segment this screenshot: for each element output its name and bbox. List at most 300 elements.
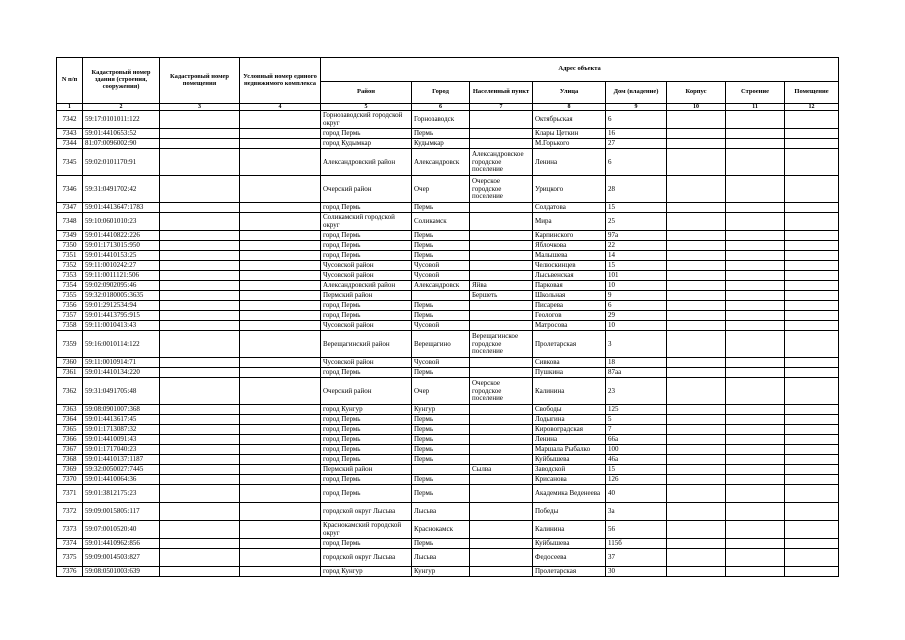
column-number: 8 bbox=[533, 104, 606, 111]
city-cell: Пермь bbox=[412, 368, 470, 378]
building-cadastral-cell: 59:32:0180005:3635 bbox=[83, 291, 160, 301]
settlement-cell bbox=[470, 203, 533, 213]
table-row bbox=[57, 311, 839, 321]
settlement-cell: Очерское городское поселение bbox=[470, 378, 533, 405]
house-cell: 23 bbox=[606, 378, 667, 405]
building-cell bbox=[667, 425, 726, 435]
city-cell bbox=[412, 465, 470, 475]
city-cell: Пермь bbox=[412, 241, 470, 251]
settlement-cell bbox=[470, 358, 533, 368]
street-cell: Октябрьская bbox=[533, 111, 606, 129]
room-cadastral-cell bbox=[160, 358, 240, 368]
district-cell: Краснокамский городской округ bbox=[321, 521, 412, 539]
street-cell: Пролетарская bbox=[533, 331, 606, 358]
table-body bbox=[57, 111, 839, 577]
room-cell bbox=[785, 405, 839, 415]
house-cell: 126 bbox=[606, 475, 667, 485]
room-cell bbox=[785, 149, 839, 176]
building-cadastral-cell: 59:31:0491702:42 bbox=[83, 176, 160, 203]
complex-number-cell bbox=[240, 271, 321, 281]
table-row bbox=[57, 111, 839, 129]
city-cell: Пермь bbox=[412, 435, 470, 445]
building-cadastral-cell: 81:07:0096002:90 bbox=[83, 139, 160, 149]
street-cell: Лысьвенская bbox=[533, 271, 606, 281]
district-cell: Чусовской район bbox=[321, 358, 412, 368]
room-cadastral-cell bbox=[160, 549, 240, 567]
street-cell: М.Горького bbox=[533, 139, 606, 149]
column-number: 6 bbox=[412, 104, 470, 111]
room-cadastral-cell bbox=[160, 203, 240, 213]
table-row bbox=[57, 241, 839, 251]
building-cell bbox=[667, 203, 726, 213]
room-cadastral-cell bbox=[160, 213, 240, 231]
district-cell: Александровский район bbox=[321, 149, 412, 176]
complex-number-cell bbox=[240, 213, 321, 231]
city-cell: Лысьва bbox=[412, 503, 470, 521]
room-cell bbox=[785, 415, 839, 425]
column-number: 4 bbox=[240, 104, 321, 111]
house-cell: 125 bbox=[606, 405, 667, 415]
building-cadastral-cell: 59:01:1713015:950 bbox=[83, 241, 160, 251]
building-cell bbox=[667, 129, 726, 139]
building-cell bbox=[667, 176, 726, 203]
street-cell: Парковая bbox=[533, 281, 606, 291]
district-cell: Чусовской район bbox=[321, 321, 412, 331]
building-cell bbox=[667, 321, 726, 331]
street-cell: Кировоградская bbox=[533, 425, 606, 435]
column-number: 2 bbox=[83, 104, 160, 111]
room-cell bbox=[785, 521, 839, 539]
building-cell bbox=[667, 358, 726, 368]
building-cell bbox=[667, 251, 726, 261]
building-cadastral-cell: 59:01:4410153:25 bbox=[83, 251, 160, 261]
city-cell: Пермь bbox=[412, 251, 470, 261]
row-num: 7376 bbox=[57, 567, 83, 577]
row-num: 7361 bbox=[57, 368, 83, 378]
table-row bbox=[57, 139, 839, 149]
district-cell: город Пермь bbox=[321, 251, 412, 261]
building-cell bbox=[667, 149, 726, 176]
street-cell: Заводской bbox=[533, 465, 606, 475]
table-row bbox=[57, 368, 839, 378]
settlement-cell bbox=[470, 241, 533, 251]
house-cell: 40 bbox=[606, 485, 667, 503]
building-cell bbox=[667, 405, 726, 415]
building-cadastral-cell: 59:01:3812175:23 bbox=[83, 485, 160, 503]
room-cell bbox=[785, 435, 839, 445]
building-cell bbox=[667, 475, 726, 485]
room-cadastral-cell bbox=[160, 521, 240, 539]
street-cell: Урицкого bbox=[533, 176, 606, 203]
settlement-cell bbox=[470, 455, 533, 465]
room-cadastral-cell bbox=[160, 149, 240, 176]
house-cell: 30 bbox=[606, 567, 667, 577]
building-cell bbox=[667, 503, 726, 521]
room-cadastral-cell bbox=[160, 231, 240, 241]
room-cell bbox=[785, 368, 839, 378]
complex-number-cell bbox=[240, 368, 321, 378]
city-cell: Верещагино bbox=[412, 331, 470, 358]
row-num: 7368 bbox=[57, 455, 83, 465]
structure-cell bbox=[726, 567, 785, 577]
structure-cell bbox=[726, 405, 785, 415]
settlement-cell: Верещагинское городское поселение bbox=[470, 331, 533, 358]
district-cell: Верещагинский район bbox=[321, 331, 412, 358]
room-cadastral-cell bbox=[160, 539, 240, 549]
table-row bbox=[57, 549, 839, 567]
structure-cell bbox=[726, 549, 785, 567]
house-cell: 10 bbox=[606, 281, 667, 291]
building-cadastral-cell: 59:01:1713087:32 bbox=[83, 425, 160, 435]
row-num: 7346 bbox=[57, 176, 83, 203]
table-row bbox=[57, 261, 839, 271]
table-row bbox=[57, 301, 839, 311]
settlement-cell bbox=[470, 368, 533, 378]
district-cell: город Пермь bbox=[321, 301, 412, 311]
district-cell: город Пермь bbox=[321, 231, 412, 241]
header-building: Корпус bbox=[667, 82, 726, 104]
district-cell: город Кунгур bbox=[321, 567, 412, 577]
city-cell: Очер bbox=[412, 378, 470, 405]
structure-cell bbox=[726, 331, 785, 358]
row-num: 7372 bbox=[57, 503, 83, 521]
room-cell bbox=[785, 251, 839, 261]
building-cell bbox=[667, 455, 726, 465]
complex-number-cell bbox=[240, 149, 321, 176]
header-room: Помещение bbox=[785, 82, 839, 104]
table-row bbox=[57, 475, 839, 485]
building-cadastral-cell: 59:16:0010114:122 bbox=[83, 331, 160, 358]
complex-number-cell bbox=[240, 241, 321, 251]
complex-number-cell bbox=[240, 321, 321, 331]
room-cell bbox=[785, 358, 839, 368]
house-cell: 46а bbox=[606, 455, 667, 465]
building-cell bbox=[667, 567, 726, 577]
building-cell bbox=[667, 549, 726, 567]
street-cell: Свободы bbox=[533, 405, 606, 415]
room-cadastral-cell bbox=[160, 445, 240, 455]
structure-cell bbox=[726, 455, 785, 465]
structure-cell bbox=[726, 281, 785, 291]
district-cell: Чусовской район bbox=[321, 271, 412, 281]
house-cell: 15 bbox=[606, 261, 667, 271]
house-cell: 100 bbox=[606, 445, 667, 455]
settlement-cell bbox=[470, 311, 533, 321]
building-cadastral-cell: 59:01:4410091:43 bbox=[83, 435, 160, 445]
table-row bbox=[57, 465, 839, 475]
room-cell bbox=[785, 485, 839, 503]
table-row bbox=[57, 203, 839, 213]
settlement-cell: Бершеть bbox=[470, 291, 533, 301]
row-num: 7356 bbox=[57, 301, 83, 311]
building-cell bbox=[667, 311, 726, 321]
table-row bbox=[57, 176, 839, 203]
house-cell: 37 bbox=[606, 549, 667, 567]
house-cell: 101 bbox=[606, 271, 667, 281]
row-num: 7342 bbox=[57, 111, 83, 129]
structure-cell bbox=[726, 378, 785, 405]
house-cell: 15 bbox=[606, 465, 667, 475]
room-cadastral-cell bbox=[160, 455, 240, 465]
table-row bbox=[57, 415, 839, 425]
settlement-cell bbox=[470, 139, 533, 149]
building-cadastral-cell: 59:02:0101170:91 bbox=[83, 149, 160, 176]
settlement-cell bbox=[470, 271, 533, 281]
district-cell: городской округ Лысьва bbox=[321, 503, 412, 521]
column-number: 11 bbox=[726, 104, 785, 111]
room-cell bbox=[785, 549, 839, 567]
street-cell: Крисанова bbox=[533, 475, 606, 485]
room-cell bbox=[785, 176, 839, 203]
room-cell bbox=[785, 241, 839, 251]
settlement-cell bbox=[470, 485, 533, 503]
structure-cell bbox=[726, 139, 785, 149]
house-cell: 7 bbox=[606, 425, 667, 435]
structure-cell bbox=[726, 415, 785, 425]
city-cell: Пермь bbox=[412, 539, 470, 549]
structure-cell bbox=[726, 271, 785, 281]
room-cadastral-cell bbox=[160, 129, 240, 139]
complex-number-cell bbox=[240, 405, 321, 415]
street-cell: Карпинского bbox=[533, 231, 606, 241]
header-building-cadastral: Кадастровый номер здания (строения, сооружения) bbox=[83, 58, 160, 104]
city-cell: Краснокамск bbox=[412, 521, 470, 539]
room-cell bbox=[785, 203, 839, 213]
row-num: 7370 bbox=[57, 475, 83, 485]
room-cadastral-cell bbox=[160, 291, 240, 301]
row-num: 7352 bbox=[57, 261, 83, 271]
complex-number-cell bbox=[240, 539, 321, 549]
table-row bbox=[57, 358, 839, 368]
house-cell: 97а bbox=[606, 231, 667, 241]
building-cadastral-cell: 59:01:4410137:1187 bbox=[83, 455, 160, 465]
structure-cell bbox=[726, 425, 785, 435]
street-cell: Школьная bbox=[533, 291, 606, 301]
room-cadastral-cell bbox=[160, 311, 240, 321]
house-cell: 6 bbox=[606, 111, 667, 129]
room-cadastral-cell bbox=[160, 503, 240, 521]
row-num: 7350 bbox=[57, 241, 83, 251]
complex-number-cell bbox=[240, 203, 321, 213]
district-cell: город Пермь bbox=[321, 475, 412, 485]
settlement-cell bbox=[470, 231, 533, 241]
building-cell bbox=[667, 485, 726, 503]
structure-cell bbox=[726, 111, 785, 129]
row-num: 7362 bbox=[57, 378, 83, 405]
room-cadastral-cell bbox=[160, 405, 240, 415]
house-cell: 6 bbox=[606, 301, 667, 311]
district-cell: город Пермь bbox=[321, 129, 412, 139]
building-cell bbox=[667, 111, 726, 129]
settlement-cell bbox=[470, 415, 533, 425]
header-num: N п/п bbox=[57, 58, 83, 104]
room-cell bbox=[785, 465, 839, 475]
room-cadastral-cell bbox=[160, 368, 240, 378]
column-number-row bbox=[57, 104, 839, 111]
room-cadastral-cell bbox=[160, 425, 240, 435]
structure-cell bbox=[726, 539, 785, 549]
district-cell: город Пермь bbox=[321, 445, 412, 455]
complex-number-cell bbox=[240, 311, 321, 321]
structure-cell bbox=[726, 176, 785, 203]
building-cadastral-cell: 59:08:0501003:639 bbox=[83, 567, 160, 577]
table-row bbox=[57, 231, 839, 241]
row-num: 7349 bbox=[57, 231, 83, 241]
city-cell: Лысьва bbox=[412, 549, 470, 567]
table-row bbox=[57, 503, 839, 521]
building-cell bbox=[667, 415, 726, 425]
row-num: 7363 bbox=[57, 405, 83, 415]
district-cell: город Пермь bbox=[321, 368, 412, 378]
table-row bbox=[57, 455, 839, 465]
room-cell bbox=[785, 291, 839, 301]
house-cell: 15 bbox=[606, 203, 667, 213]
complex-number-cell bbox=[240, 111, 321, 129]
settlement-cell bbox=[470, 549, 533, 567]
street-cell: Лодыгина bbox=[533, 415, 606, 425]
column-number: 9 bbox=[606, 104, 667, 111]
settlement-cell: Яйва bbox=[470, 281, 533, 291]
city-cell: Пермь bbox=[412, 445, 470, 455]
building-cell bbox=[667, 301, 726, 311]
building-cell bbox=[667, 271, 726, 281]
room-cell bbox=[785, 129, 839, 139]
settlement-cell bbox=[470, 475, 533, 485]
street-cell: Писарева bbox=[533, 301, 606, 311]
table-row bbox=[57, 425, 839, 435]
table-row bbox=[57, 129, 839, 139]
city-cell: Чусовой bbox=[412, 271, 470, 281]
street-cell: Куйбышева bbox=[533, 455, 606, 465]
table-row bbox=[57, 321, 839, 331]
house-cell: 115б bbox=[606, 539, 667, 549]
city-cell: Пермь bbox=[412, 455, 470, 465]
district-cell: город Пермь bbox=[321, 415, 412, 425]
complex-number-cell bbox=[240, 567, 321, 577]
district-cell: город Пермь bbox=[321, 425, 412, 435]
structure-cell bbox=[726, 435, 785, 445]
district-cell: городской округ Лысьва bbox=[321, 549, 412, 567]
settlement-cell bbox=[470, 301, 533, 311]
settlement-cell bbox=[470, 435, 533, 445]
room-cadastral-cell bbox=[160, 475, 240, 485]
room-cadastral-cell bbox=[160, 111, 240, 129]
street-cell: Яблочкова bbox=[533, 241, 606, 251]
building-cell bbox=[667, 213, 726, 231]
building-cadastral-cell: 59:01:4410822:226 bbox=[83, 231, 160, 241]
building-cadastral-cell: 59:11:0010242:27 bbox=[83, 261, 160, 271]
house-cell: 87аа bbox=[606, 368, 667, 378]
building-cadastral-cell: 59:09:0015805:117 bbox=[83, 503, 160, 521]
city-cell bbox=[412, 291, 470, 301]
table-row bbox=[57, 435, 839, 445]
city-cell: Чусовой bbox=[412, 261, 470, 271]
header-room-cadastral: Кадастровый номер помещения bbox=[160, 58, 240, 104]
complex-number-cell bbox=[240, 129, 321, 139]
building-cell bbox=[667, 281, 726, 291]
street-cell: Пушкина bbox=[533, 368, 606, 378]
table-row bbox=[57, 291, 839, 301]
district-cell: город Пермь bbox=[321, 539, 412, 549]
row-num: 7375 bbox=[57, 549, 83, 567]
row-num: 7347 bbox=[57, 203, 83, 213]
settlement-cell bbox=[470, 503, 533, 521]
complex-number-cell bbox=[240, 435, 321, 445]
row-num: 7345 bbox=[57, 149, 83, 176]
room-cadastral-cell bbox=[160, 485, 240, 503]
structure-cell bbox=[726, 251, 785, 261]
row-num: 7351 bbox=[57, 251, 83, 261]
building-cadastral-cell: 59:32:0050027:7445 bbox=[83, 465, 160, 475]
city-cell: Кунгур bbox=[412, 405, 470, 415]
column-number: 3 bbox=[160, 104, 240, 111]
settlement-cell bbox=[470, 425, 533, 435]
settlement-cell: Александровское городское поселение bbox=[470, 149, 533, 176]
street-cell: Геологов bbox=[533, 311, 606, 321]
room-cadastral-cell bbox=[160, 271, 240, 281]
complex-number-cell bbox=[240, 378, 321, 405]
street-cell: Калинина bbox=[533, 378, 606, 405]
structure-cell bbox=[726, 503, 785, 521]
table-row bbox=[57, 149, 839, 176]
room-cell bbox=[785, 378, 839, 405]
structure-cell bbox=[726, 231, 785, 241]
room-cell bbox=[785, 213, 839, 231]
district-cell: город Кунгур bbox=[321, 405, 412, 415]
city-cell: Пермь bbox=[412, 231, 470, 241]
row-num: 7373 bbox=[57, 521, 83, 539]
city-cell: Соликамск bbox=[412, 213, 470, 231]
settlement-cell bbox=[470, 567, 533, 577]
row-num: 7355 bbox=[57, 291, 83, 301]
table-row bbox=[57, 251, 839, 261]
house-cell: 28 bbox=[606, 176, 667, 203]
building-cell bbox=[667, 291, 726, 301]
structure-cell bbox=[726, 321, 785, 331]
complex-number-cell bbox=[240, 291, 321, 301]
room-cell bbox=[785, 301, 839, 311]
district-cell: город Кудымкар bbox=[321, 139, 412, 149]
building-cell bbox=[667, 521, 726, 539]
complex-number-cell bbox=[240, 331, 321, 358]
structure-cell bbox=[726, 129, 785, 139]
house-cell: 25 bbox=[606, 213, 667, 231]
structure-cell bbox=[726, 203, 785, 213]
street-cell: Матросова bbox=[533, 321, 606, 331]
building-cadastral-cell: 59:01:4410134:220 bbox=[83, 368, 160, 378]
room-cell bbox=[785, 539, 839, 549]
street-cell: Ленина bbox=[533, 149, 606, 176]
room-cadastral-cell bbox=[160, 241, 240, 251]
complex-number-cell bbox=[240, 445, 321, 455]
structure-cell bbox=[726, 358, 785, 368]
building-cell bbox=[667, 139, 726, 149]
complex-number-cell bbox=[240, 521, 321, 539]
header-settlement: Населенный пункт bbox=[470, 82, 533, 104]
building-cadastral-cell: 59:11:0010914:71 bbox=[83, 358, 160, 368]
settlement-cell bbox=[470, 445, 533, 455]
city-cell: Чусовой bbox=[412, 358, 470, 368]
structure-cell bbox=[726, 149, 785, 176]
structure-cell bbox=[726, 291, 785, 301]
settlement-cell bbox=[470, 251, 533, 261]
building-cell bbox=[667, 231, 726, 241]
house-cell: 5 bbox=[606, 415, 667, 425]
row-num: 7364 bbox=[57, 415, 83, 425]
row-num: 7365 bbox=[57, 425, 83, 435]
settlement-cell bbox=[470, 129, 533, 139]
structure-cell bbox=[726, 475, 785, 485]
